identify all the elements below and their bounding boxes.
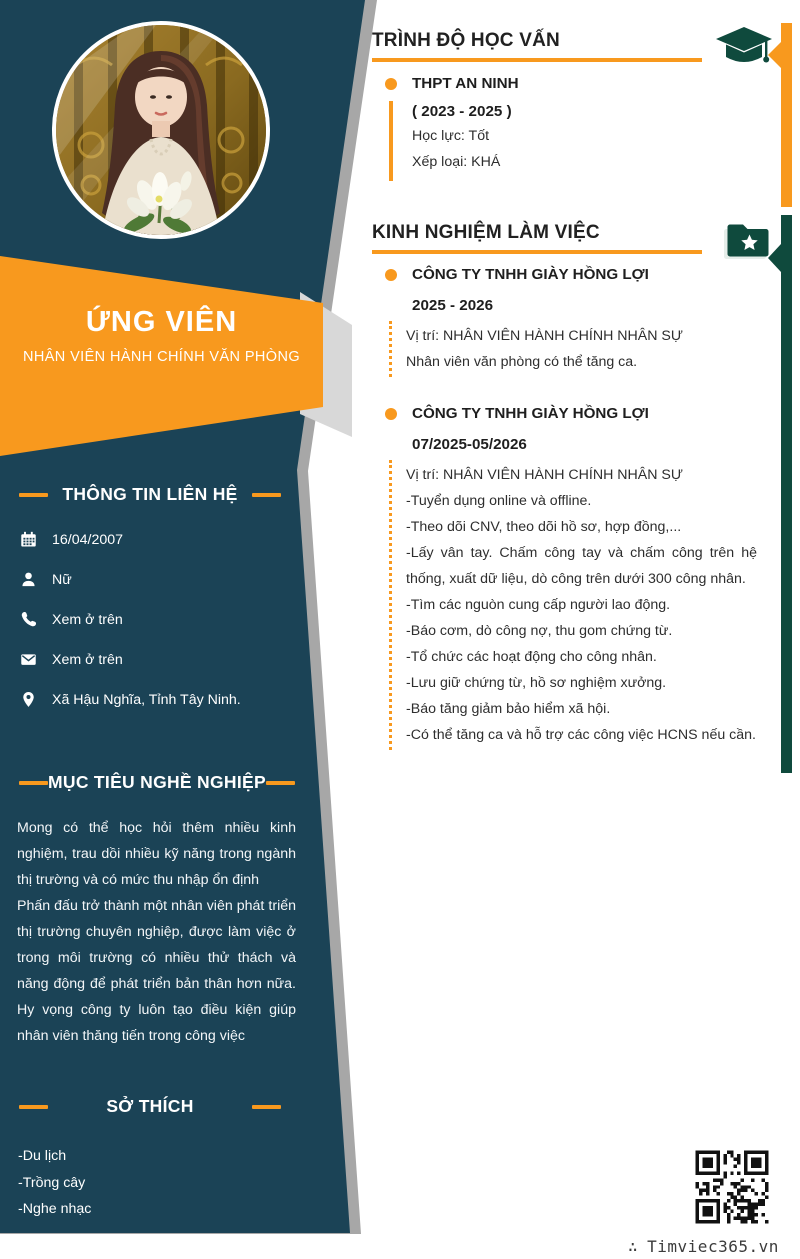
experience-detail: Nhân viên văn phòng có thể tăng ca.	[406, 354, 638, 370]
company-name: CÔNG TY TNHH GIÀY HỒNG LỢI	[412, 405, 649, 422]
heading-dash-right	[266, 781, 295, 785]
logo-mark: ∴	[628, 1237, 639, 1256]
contact-rows	[0, 530, 300, 709]
objective-paragraph: Mong có thể học hỏi thêm nhiều kinh nghiệm, trau dồi nhiều kỹ năng trong ngành thị trường và có mức thu nhập ổn định	[17, 820, 296, 888]
address-value: Xã Hậu Nghĩa, Tỉnh Tây Ninh.	[52, 691, 241, 708]
education-entry-body	[389, 101, 792, 181]
experience-period: 07/2025-05/2026	[412, 436, 527, 453]
experience-description	[389, 321, 757, 377]
school-name: THPT AN NINH	[412, 75, 519, 92]
experience-entry-head	[385, 266, 792, 283]
objective-section	[0, 772, 300, 1049]
folder-star-icon	[722, 220, 772, 267]
phone-icon	[20, 611, 37, 628]
objective-heading	[0, 772, 300, 793]
logo-text: Timviec365.vn	[647, 1237, 779, 1256]
company-name: CÔNG TY TNHH GIÀY HỒNG LỢI	[412, 266, 649, 283]
contact-heading-label: THÔNG TIN LIÊN HỆ	[62, 484, 238, 504]
education-detail: Xếp loại: KHÁ	[412, 154, 501, 170]
objective-paragraph: Phấn đấu trở thành một nhân viên phát triển thị trường chuyên nghiệp, được làm việc ở trong môi trường có nhiều thử thách và năng động để phát triển bản thân hơn nữa. Hy vọng công ty luôn tạo điều kiện giúp nhân viên thăng tiến trong công việc	[17, 898, 296, 1044]
experience-detail: -Có thể tăng ca và hỗ trợ các công việc HCNS nếu cần.	[406, 727, 756, 743]
graduation-cap-icon	[714, 25, 774, 78]
person-icon	[20, 571, 37, 588]
experience-heading: KINH NGHIỆM LÀM VIỆC	[372, 222, 600, 243]
experience-detail: Vị trí: NHÂN VIÊN HÀNH CHÍNH NHÂN SỰ	[406, 467, 683, 483]
experience-detail: -Lưu giữ chứng từ, hồ sơ nghiệm xưởng.	[406, 675, 667, 691]
profile-photo	[52, 21, 270, 239]
experience-description	[389, 460, 757, 750]
contact-row-birthday	[20, 530, 300, 549]
experience-detail: -Tuyển dụng online và offline.	[406, 493, 592, 509]
gender-value: Nữ	[52, 571, 72, 588]
experience-detail: -Báo tăng giảm bảo hiểm xã hội.	[406, 701, 611, 717]
bullet-icon	[385, 408, 397, 420]
contact-row-address	[20, 690, 300, 709]
hobbies-section	[0, 1096, 300, 1223]
experience-period: 2025 - 2026	[412, 297, 494, 314]
hobby-item: -Trồng cây	[18, 1174, 86, 1191]
calendar-icon	[20, 531, 37, 548]
education-period: ( 2023 - 2025 )	[412, 103, 512, 120]
heading-dash-left	[19, 781, 48, 785]
candidate-name: ỨNG VIÊN	[85, 306, 238, 338]
contact-row-gender	[20, 570, 300, 589]
experience-detail: -Báo cơm, dò công nợ, thu gom chứng từ.	[406, 623, 673, 639]
contact-heading	[0, 484, 300, 505]
hobby-item: -Nghe nhạc	[18, 1201, 92, 1217]
education-underline	[372, 58, 702, 62]
hobby-list	[18, 1143, 300, 1223]
hobbies-heading-label: SỞ THÍCH	[106, 1096, 194, 1116]
experience-bar-arrow	[768, 244, 781, 272]
education-heading: TRÌNH ĐỘ HỌC VẤN	[372, 30, 560, 51]
location-icon	[20, 691, 37, 708]
education-detail: Học lực: Tốt	[412, 128, 490, 144]
email-icon	[20, 651, 37, 668]
heading-dash-left	[19, 493, 48, 497]
bullet-icon	[385, 269, 397, 281]
hobby-item: -Du lịch	[18, 1148, 67, 1164]
objective-heading-label: MỤC TIÊU NGHỀ NGHIỆP	[48, 772, 266, 792]
contact-row-email	[20, 650, 300, 669]
candidate-position: NHÂN VIÊN HÀNH CHÍNH VĂN PHÒNG	[22, 349, 301, 365]
heading-dash-left	[19, 1105, 48, 1109]
main-column	[372, 0, 792, 750]
email-value: Xem ở trên	[52, 651, 123, 668]
experience-entry-head	[385, 405, 792, 422]
experience-detail: -Theo dõi CNV, theo dõi hồ sơ, hợp đồng,...	[406, 519, 682, 535]
education-bar-arrow	[768, 42, 781, 68]
name-banner	[0, 306, 323, 365]
qr-code	[694, 1149, 770, 1225]
hobbies-heading	[0, 1096, 300, 1117]
heading-dash-right	[252, 1105, 281, 1109]
experience-detail: -Lấy vân tay. Chấm công tay và chấm công trên hệ thống, xuất dữ liệu, dò công trên dưới 300 công nhân.	[406, 545, 757, 587]
experience-underline	[372, 250, 702, 254]
profile-photo-illustration	[56, 25, 266, 235]
phone-value: Xem ở trên	[52, 611, 123, 628]
bullet-icon	[385, 78, 397, 90]
education-side-bar	[781, 23, 792, 207]
experience-side-bar	[781, 215, 792, 773]
contact-section	[0, 484, 300, 730]
experience-detail: -Tìm các nguòn cung cấp người lao động.	[406, 597, 671, 613]
contact-row-phone	[20, 610, 300, 629]
heading-dash-right	[252, 493, 281, 497]
site-logo	[628, 1237, 779, 1256]
birthday-value: 16/04/2007	[52, 531, 124, 548]
experience-detail: -Tổ chức các hoạt động cho công nhân.	[406, 649, 657, 665]
experience-detail: Vị trí: NHÂN VIÊN HÀNH CHÍNH NHÂN SỰ	[406, 328, 683, 344]
